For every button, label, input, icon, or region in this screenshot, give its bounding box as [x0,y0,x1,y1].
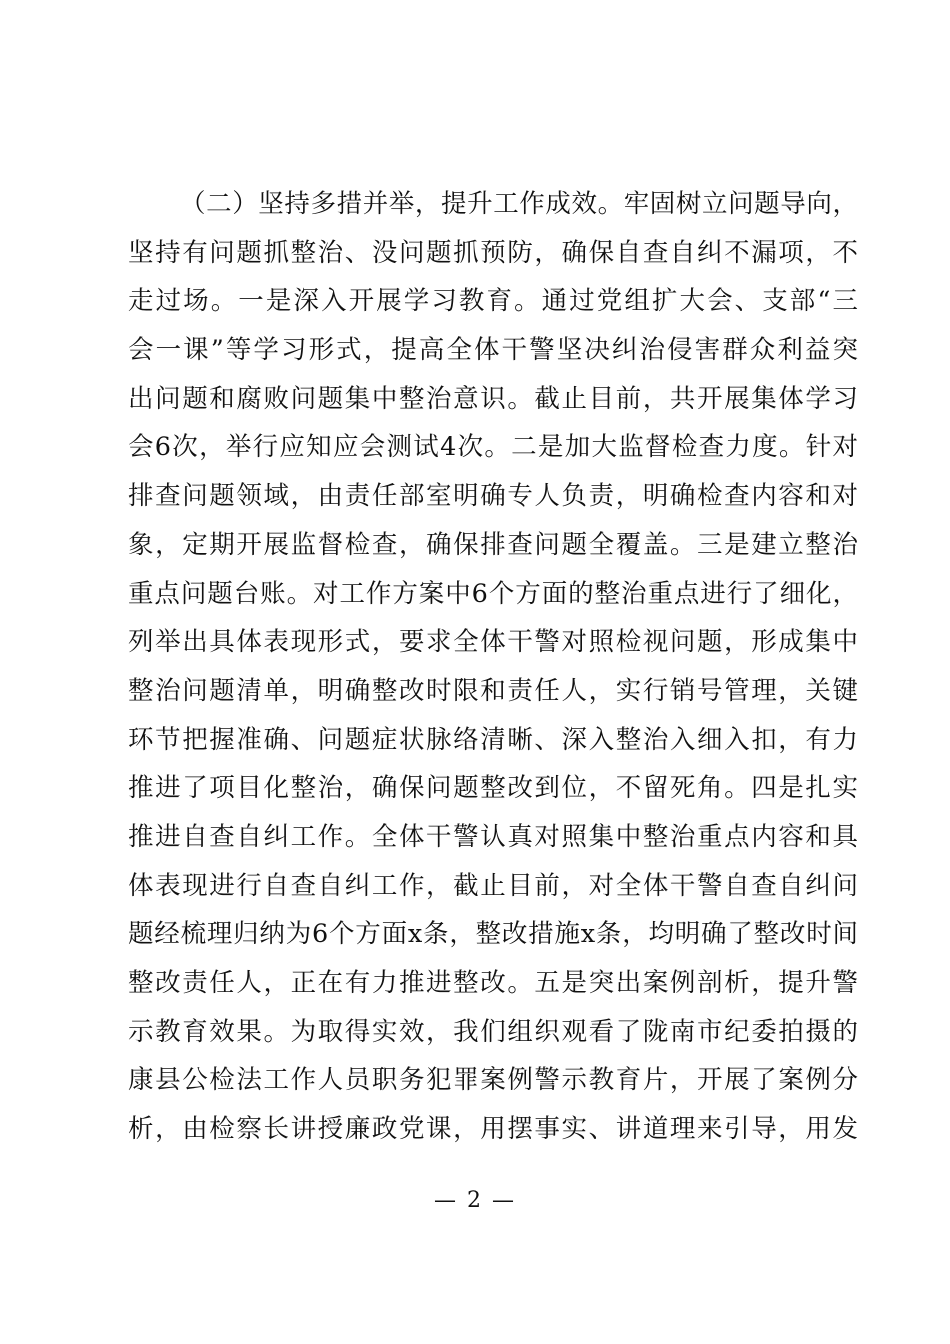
body-paragraph [128,180,858,1154]
paragraph-line: 列举出具体表现形式，要求全体干警对照检视问题，形成集中 [128,627,858,658]
paragraph-line: 环节把握准确、问题症状脉络清晰、深入整治入细入扣，有力 [128,724,858,755]
paragraph-line: 走过场。一是深入开展学习教育。通过党组扩大会、支部“三 [128,286,858,317]
paragraph-line: 体表现进行自查自纠工作，截止目前，对全体干警自查自纠问 [128,870,858,901]
paragraph-line: 会一课”等学习形式，提高全体干警坚决纠治侵害群众利益突 [128,335,858,366]
paragraph-line: 整治问题清单，明确整改时限和责任人，实行销号管理，关键 [128,675,858,706]
paragraph-line: 象，定期开展监督检查，确保排查问题全覆盖。三是建立整治 [128,529,858,560]
paragraph-line: 示教育效果。为取得实效，我们组织观看了陇南市纪委拍摄的 [128,1016,858,1047]
paragraph-line: 坚持有问题抓整治、没问题抓预防，确保自查自纠不漏项，不 [128,237,858,268]
paragraph-line: 推进了项目化整治，确保问题整改到位，不留死角。四是扎实 [128,773,858,804]
paragraph-line: 推进自查自纠工作。全体干警认真对照集中整治重点内容和具 [128,821,858,852]
paragraph-line: 题经梳理归纳为6个方面x条，整改措施x条，均明确了整改时间 [128,919,858,950]
paragraph-line: 出问题和腐败问题集中整治意识。截止目前，共开展集体学习 [128,383,858,414]
paragraph-line: 康县公检法工作人员职务犯罪案例警示教育片，开展了案例分 [128,1065,858,1096]
paragraph-line: 重点问题台账。对工作方案中6个方面的整治重点进行了细化， [128,578,858,609]
paragraph-line: 会6次，举行应知应会测试4次。二是加大监督检查力度。针对 [128,432,858,463]
paragraph-line: （二）坚持多措并举，提升工作成效。牢固树立问题导向， [180,189,858,219]
paragraph-line: 排查问题领域，由责任部室明确专人负责，明确检查内容和对 [128,481,858,512]
paragraph-line: 整改责任人，正在有力推进整改。五是突出案例剖析，提升警 [128,968,858,998]
page-number: — 2 — [434,1188,516,1213]
paragraph-line: 析，由检察长讲授廉政党课，用摆事实、讲道理来引导，用发 [128,1114,858,1145]
